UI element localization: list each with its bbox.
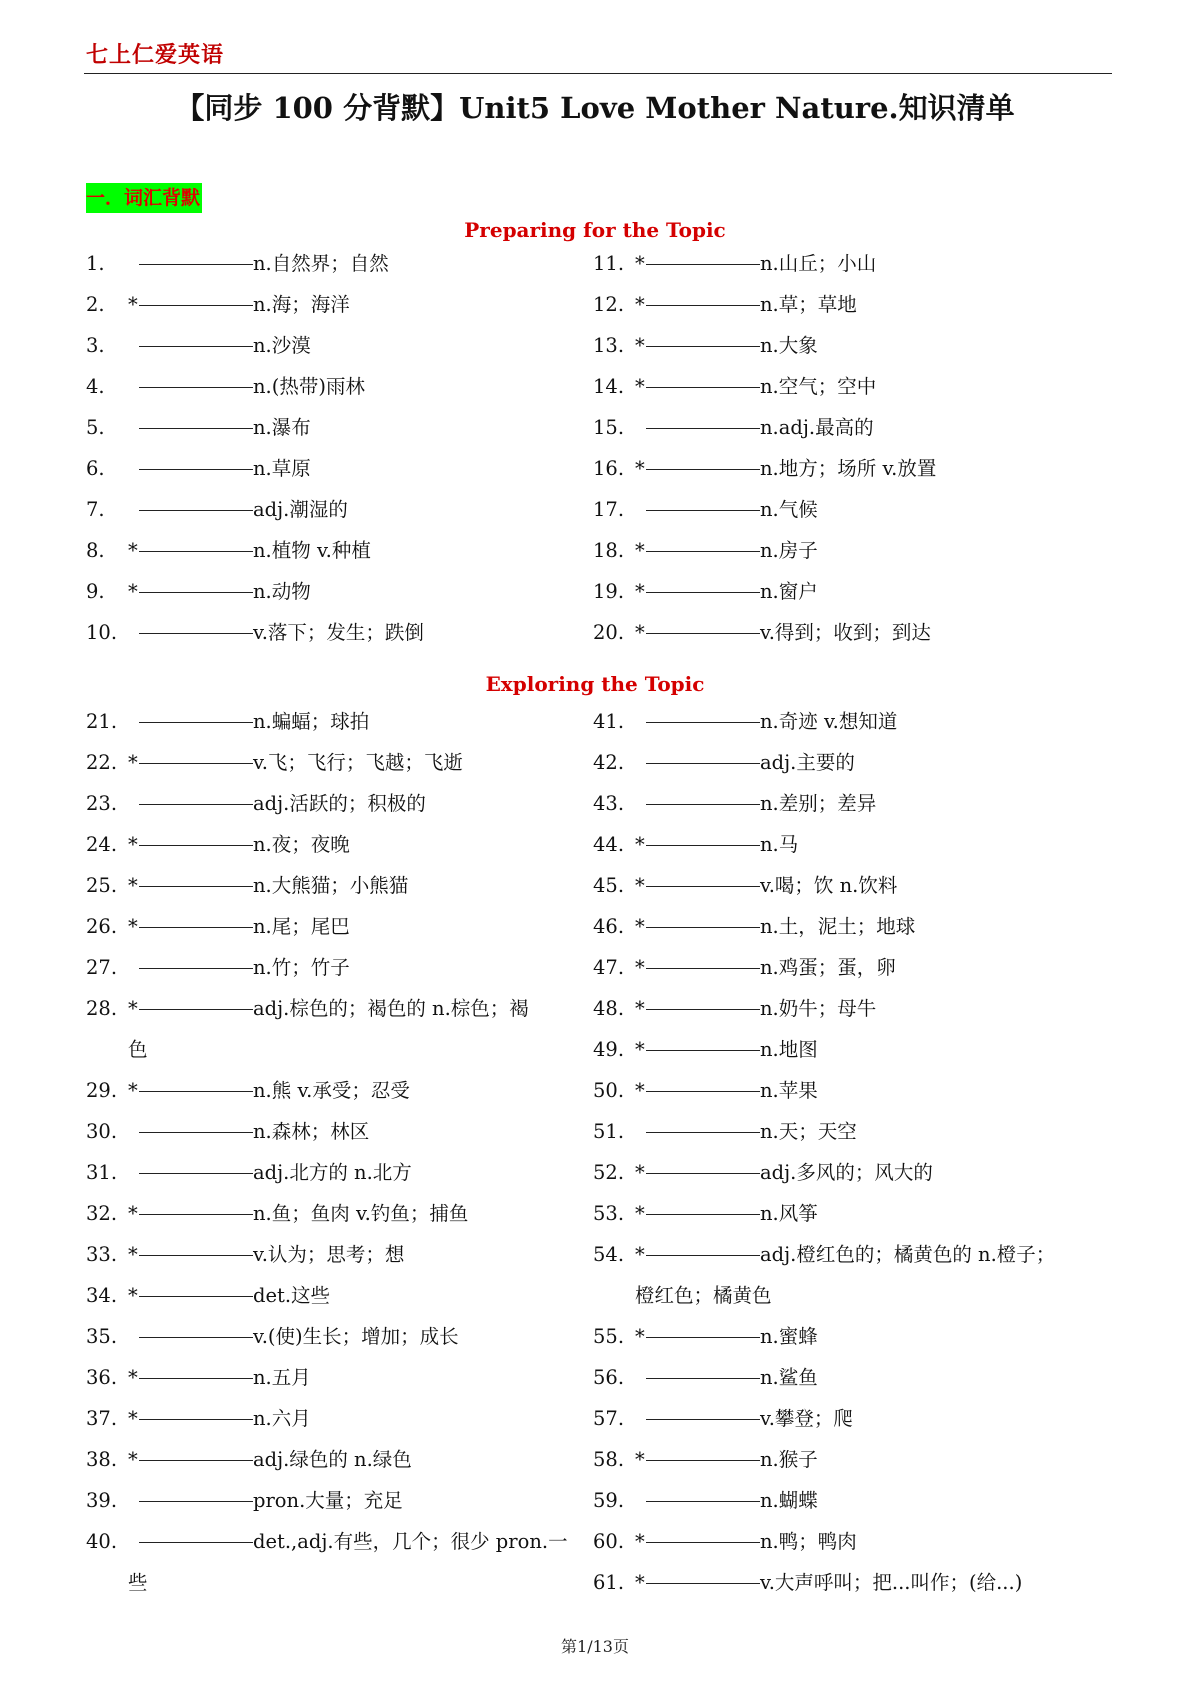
item-number: 35.	[86, 1325, 118, 1348]
item-meaning: n.空气；空中	[760, 375, 877, 398]
star-mark: *	[635, 997, 645, 1020]
item-meaning: n.奶牛；母牛	[760, 997, 877, 1020]
header-rule	[84, 73, 1112, 74]
item-meaning: n.天；天空	[760, 1120, 857, 1143]
answer-blank[interactable]	[646, 304, 760, 306]
answer-blank[interactable]	[139, 1090, 253, 1092]
star-mark: *	[128, 833, 138, 856]
vocab-item	[86, 1480, 568, 1521]
item-number: 18.	[593, 539, 625, 562]
answer-blank[interactable]	[646, 1049, 760, 1051]
star-mark: *	[635, 375, 645, 398]
star-mark: *	[635, 539, 645, 562]
star-mark: *	[128, 1366, 138, 1389]
vocab-item	[593, 865, 1055, 906]
answer-blank[interactable]	[646, 885, 760, 887]
item-meaning: n.地方；场所 v.放置	[760, 457, 937, 480]
vocab-item	[86, 947, 568, 988]
answer-blank[interactable]	[139, 885, 253, 887]
vocab-item	[593, 906, 1055, 947]
item-meaning: det.,adj.有些，几个；很少 pron.一	[253, 1530, 568, 1553]
answer-blank[interactable]	[139, 263, 253, 265]
item-meaning: n.马	[760, 833, 799, 856]
item-meaning: n.沙漠	[253, 334, 311, 357]
item-number: 3.	[86, 334, 105, 357]
item-meaning: adj.北方的 n.北方	[253, 1161, 412, 1184]
vocab-item	[86, 366, 424, 407]
vocab-item	[593, 1562, 1055, 1603]
star-mark: *	[635, 1571, 645, 1594]
item-meaning: n.大熊猫；小熊猫	[253, 874, 409, 897]
vocab-list-preparing-right	[593, 243, 936, 653]
answer-blank[interactable]	[139, 1418, 253, 1420]
item-meaning: n.(热带)雨林	[253, 375, 365, 398]
answer-blank[interactable]	[646, 1131, 760, 1133]
item-number: 26.	[86, 915, 118, 938]
vocab-item	[86, 448, 424, 489]
vocab-item	[86, 865, 568, 906]
vocab-item	[86, 407, 424, 448]
answer-blank[interactable]	[646, 1541, 760, 1543]
answer-blank[interactable]	[646, 1254, 760, 1256]
item-meaning: v.落下；发生；跌倒	[253, 621, 424, 644]
item-number: 32.	[86, 1202, 118, 1225]
item-meaning: n.蝙蝠；球拍	[253, 710, 370, 733]
star-mark: *	[635, 580, 645, 603]
item-meaning: n.熊 v.承受；忍受	[253, 1079, 410, 1102]
item-meaning: adj.棕色的；褐色的 n.棕色；褐	[253, 997, 529, 1020]
answer-blank[interactable]	[646, 509, 760, 511]
vocab-item	[593, 571, 936, 612]
star-mark: *	[635, 1325, 645, 1348]
vocab-item	[86, 325, 424, 366]
item-meaning: n.苹果	[760, 1079, 818, 1102]
item-meaning-continued: 橙红色；橘黄色	[635, 1284, 772, 1307]
item-number: 48.	[593, 997, 625, 1020]
star-mark: *	[635, 1038, 645, 1061]
star-mark: *	[635, 833, 645, 856]
item-number: 1.	[86, 252, 105, 275]
answer-blank[interactable]	[139, 1500, 253, 1502]
vocab-item	[86, 243, 424, 284]
vocab-item	[86, 1398, 568, 1439]
vocab-item	[86, 1521, 568, 1603]
item-number: 28.	[86, 997, 118, 1020]
item-number: 56.	[593, 1366, 625, 1389]
vocab-item	[593, 448, 936, 489]
vocab-item	[593, 284, 936, 325]
answer-blank[interactable]	[139, 345, 253, 347]
vocab-item	[593, 366, 936, 407]
item-meaning: n.六月	[253, 1407, 311, 1430]
item-number: 6.	[86, 457, 105, 480]
item-number: 44.	[593, 833, 625, 856]
answer-blank[interactable]	[646, 1336, 760, 1338]
item-number: 8.	[86, 539, 105, 562]
answer-blank[interactable]	[646, 591, 760, 593]
item-meaning: v.大声呼叫；把...叫作；(给...)	[760, 1571, 1023, 1594]
answer-blank[interactable]	[646, 926, 760, 928]
answer-blank[interactable]	[646, 1377, 760, 1379]
vocab-item	[593, 1029, 1055, 1070]
item-meaning: adj.活跃的；积极的	[253, 792, 426, 815]
star-mark: *	[128, 580, 138, 603]
item-meaning: n.植物 v.种植	[253, 539, 371, 562]
item-number: 12.	[593, 293, 625, 316]
vocab-item	[593, 1439, 1055, 1480]
item-number: 29.	[86, 1079, 118, 1102]
answer-blank[interactable]	[646, 967, 760, 969]
star-mark: *	[128, 751, 138, 774]
answer-blank[interactable]	[139, 1459, 253, 1461]
item-number: 2.	[86, 293, 105, 316]
vocab-item	[86, 742, 568, 783]
vocab-item	[593, 1234, 1055, 1316]
vocab-item	[593, 1398, 1055, 1439]
vocab-item	[86, 824, 568, 865]
item-meaning: n.蝴蝶	[760, 1489, 818, 1512]
item-meaning: n.蜜蜂	[760, 1325, 818, 1348]
vocab-item	[593, 1193, 1055, 1234]
item-number: 55.	[593, 1325, 625, 1348]
item-number: 40.	[86, 1530, 118, 1553]
item-meaning: v.喝；饮 n.饮料	[760, 874, 898, 897]
answer-blank[interactable]	[139, 304, 253, 306]
answer-blank[interactable]	[139, 427, 253, 429]
answer-blank[interactable]	[139, 386, 253, 388]
item-number: 57.	[593, 1407, 625, 1430]
item-number: 34.	[86, 1284, 118, 1307]
item-number: 43.	[593, 792, 625, 815]
item-number: 42.	[593, 751, 625, 774]
answer-blank[interactable]	[139, 1295, 253, 1297]
page-title: 【同步 100 分背默】Unit5 Love Mother Nature.知识清单	[175, 91, 1015, 125]
vocab-item	[593, 783, 1055, 824]
answer-blank[interactable]	[139, 926, 253, 928]
vocab-item	[86, 1234, 568, 1275]
section-label: 一．词汇背默	[86, 183, 202, 213]
item-number: 31.	[86, 1161, 118, 1184]
answer-blank[interactable]	[139, 844, 253, 846]
item-meaning: n.山丘；小山	[760, 252, 877, 275]
item-meaning: v.攀登；爬	[760, 1407, 853, 1430]
item-number: 60.	[593, 1530, 625, 1553]
item-meaning: adj.潮湿的	[253, 498, 348, 521]
item-number: 33.	[86, 1243, 118, 1266]
answer-blank[interactable]	[139, 1377, 253, 1379]
answer-blank[interactable]	[646, 1008, 760, 1010]
item-number: 45.	[593, 874, 625, 897]
answer-blank[interactable]	[139, 967, 253, 969]
header-brand: 七上仁爱英语	[86, 42, 225, 68]
item-number: 49.	[593, 1038, 625, 1061]
star-mark: *	[635, 457, 645, 480]
item-number: 50.	[593, 1079, 625, 1102]
star-mark: *	[128, 1202, 138, 1225]
subheading-exploring: Exploring the Topic	[485, 672, 705, 696]
answer-blank[interactable]	[139, 1213, 253, 1215]
vocab-item	[593, 1521, 1055, 1562]
item-number: 16.	[593, 457, 625, 480]
star-mark: *	[128, 293, 138, 316]
vocab-item	[86, 1193, 568, 1234]
vocab-item	[593, 701, 1055, 742]
item-meaning: n.猴子	[760, 1448, 818, 1471]
answer-blank[interactable]	[646, 762, 760, 764]
answer-blank[interactable]	[139, 762, 253, 764]
vocab-item	[86, 988, 568, 1070]
vocab-item	[86, 1152, 568, 1193]
answer-blank[interactable]	[646, 1500, 760, 1502]
item-number: 46.	[593, 915, 625, 938]
vocab-item	[86, 906, 568, 947]
item-number: 24.	[86, 833, 118, 856]
item-number: 39.	[86, 1489, 118, 1512]
answer-blank[interactable]	[646, 1418, 760, 1420]
star-mark: *	[635, 1202, 645, 1225]
item-meaning: n.草原	[253, 457, 311, 480]
vocab-item	[86, 489, 424, 530]
star-mark: *	[128, 1448, 138, 1471]
item-meaning: adj.橙红色的；橘黄色的 n.橙子；	[760, 1243, 1056, 1266]
item-number: 41.	[593, 710, 625, 733]
star-mark: *	[128, 1284, 138, 1307]
item-number: 53.	[593, 1202, 625, 1225]
vocab-item	[86, 284, 424, 325]
answer-blank[interactable]	[139, 721, 253, 723]
star-mark: *	[635, 1530, 645, 1553]
answer-blank[interactable]	[646, 632, 760, 634]
item-meaning: n.气候	[760, 498, 818, 521]
star-mark: *	[635, 1448, 645, 1471]
item-meaning: n.房子	[760, 539, 818, 562]
vocab-list-preparing-left	[86, 243, 424, 653]
vocab-item	[86, 571, 424, 612]
star-mark: *	[128, 1243, 138, 1266]
answer-blank[interactable]	[139, 509, 253, 511]
item-meaning: n.尾；尾巴	[253, 915, 350, 938]
star-mark: *	[635, 293, 645, 316]
item-meaning: n.动物	[253, 580, 311, 603]
vocab-item	[593, 1480, 1055, 1521]
vocab-item	[86, 1357, 568, 1398]
answer-blank[interactable]	[139, 1172, 253, 1174]
answer-blank[interactable]	[139, 632, 253, 634]
item-number: 4.	[86, 375, 105, 398]
item-meaning: pron.大量；充足	[253, 1489, 403, 1512]
answer-blank[interactable]	[139, 1131, 253, 1133]
item-number: 14.	[593, 375, 625, 398]
item-number: 37.	[86, 1407, 118, 1430]
item-meaning: v.飞；飞行；飞越；飞逝	[253, 751, 463, 774]
item-number: 22.	[86, 751, 118, 774]
answer-blank[interactable]	[139, 468, 253, 470]
answer-blank[interactable]	[646, 844, 760, 846]
vocab-item	[86, 783, 568, 824]
item-number: 17.	[593, 498, 625, 521]
star-mark: *	[635, 621, 645, 644]
star-mark: *	[635, 1243, 645, 1266]
item-number: 15.	[593, 416, 625, 439]
item-number: 20.	[593, 621, 625, 644]
star-mark: *	[128, 539, 138, 562]
answer-blank[interactable]	[646, 550, 760, 552]
star-mark: *	[128, 997, 138, 1020]
item-meaning: v.得到；收到；到达	[760, 621, 931, 644]
answer-blank[interactable]	[646, 345, 760, 347]
item-number: 5.	[86, 416, 105, 439]
vocab-item	[86, 530, 424, 571]
item-number: 51.	[593, 1120, 625, 1143]
answer-blank[interactable]	[646, 721, 760, 723]
answer-blank[interactable]	[646, 386, 760, 388]
vocab-item	[593, 1111, 1055, 1152]
answer-blank[interactable]	[646, 427, 760, 429]
star-mark: *	[635, 1161, 645, 1184]
vocab-item	[593, 1357, 1055, 1398]
item-number: 19.	[593, 580, 625, 603]
star-mark: *	[635, 956, 645, 979]
item-meaning: adj.绿色的 n.绿色	[253, 1448, 412, 1471]
vocab-item	[593, 947, 1055, 988]
item-number: 27.	[86, 956, 118, 979]
item-meaning: n.草；草地	[760, 293, 857, 316]
star-mark: *	[635, 1079, 645, 1102]
vocab-item	[593, 612, 936, 653]
answer-blank[interactable]	[646, 1213, 760, 1215]
item-number: 11.	[593, 252, 625, 275]
item-number: 9.	[86, 580, 105, 603]
item-meaning: n.土，泥土；地球	[760, 915, 916, 938]
item-meaning: adj.主要的	[760, 751, 855, 774]
answer-blank[interactable]	[646, 468, 760, 470]
item-number: 38.	[86, 1448, 118, 1471]
vocab-list-exploring-right	[593, 701, 1055, 1603]
vocab-item	[593, 988, 1055, 1029]
item-meaning: n.窗户	[760, 580, 818, 603]
item-meaning: n.地图	[760, 1038, 818, 1061]
item-meaning-continued: 色	[128, 1038, 148, 1061]
vocab-item	[593, 1070, 1055, 1111]
item-meaning: n.鸭；鸭肉	[760, 1530, 857, 1553]
item-number: 61.	[593, 1571, 625, 1594]
answer-blank[interactable]	[139, 1541, 253, 1543]
vocab-item	[86, 1316, 568, 1357]
item-number: 13.	[593, 334, 625, 357]
vocab-item	[86, 612, 424, 653]
vocab-item	[593, 325, 936, 366]
answer-blank[interactable]	[646, 1459, 760, 1461]
star-mark: *	[635, 874, 645, 897]
answer-blank[interactable]	[139, 1008, 253, 1010]
vocab-item	[593, 243, 936, 284]
item-number: 25.	[86, 874, 118, 897]
item-number: 7.	[86, 498, 105, 521]
item-meaning: v.(使)生长；增加；成长	[253, 1325, 459, 1348]
vocab-item	[593, 407, 936, 448]
vocab-item	[593, 824, 1055, 865]
item-meaning: n.adj.最高的	[760, 416, 874, 439]
answer-blank[interactable]	[646, 263, 760, 265]
item-meaning: n.鸡蛋；蛋，卵	[760, 956, 896, 979]
item-number: 10.	[86, 621, 118, 644]
star-mark: *	[128, 1407, 138, 1430]
item-meaning: n.风筝	[760, 1202, 818, 1225]
item-number: 21.	[86, 710, 118, 733]
item-number: 36.	[86, 1366, 118, 1389]
vocab-item	[86, 1111, 568, 1152]
vocab-item	[593, 530, 936, 571]
star-mark: *	[635, 915, 645, 938]
item-meaning: n.奇迹 v.想知道	[760, 710, 898, 733]
item-meaning-continued: 些	[128, 1571, 148, 1594]
star-mark: *	[128, 1079, 138, 1102]
answer-blank[interactable]	[646, 1172, 760, 1174]
item-meaning: v.认为；思考；想	[253, 1243, 405, 1266]
answer-blank[interactable]	[139, 591, 253, 593]
answer-blank[interactable]	[139, 550, 253, 552]
item-meaning: adj.多风的；风大的	[760, 1161, 933, 1184]
star-mark: *	[635, 334, 645, 357]
item-number: 59.	[593, 1489, 625, 1512]
item-number: 58.	[593, 1448, 625, 1471]
answer-blank[interactable]	[139, 1336, 253, 1338]
vocab-item	[593, 1316, 1055, 1357]
item-meaning: n.鱼；鱼肉 v.钓鱼；捕鱼	[253, 1202, 469, 1225]
answer-blank[interactable]	[646, 1090, 760, 1092]
item-number: 52.	[593, 1161, 625, 1184]
item-meaning: n.竹；竹子	[253, 956, 350, 979]
vocab-item	[86, 1275, 568, 1316]
item-number: 54.	[593, 1243, 625, 1266]
item-meaning: n.五月	[253, 1366, 311, 1389]
vocab-item	[86, 1439, 568, 1480]
item-meaning: n.大象	[760, 334, 818, 357]
page-footer: 第1/13页	[561, 1637, 629, 1656]
answer-blank[interactable]	[139, 803, 253, 805]
star-mark: *	[635, 252, 645, 275]
item-number: 47.	[593, 956, 625, 979]
vocab-item	[593, 1152, 1055, 1193]
item-number: 23.	[86, 792, 118, 815]
item-number: 30.	[86, 1120, 118, 1143]
star-mark: *	[128, 874, 138, 897]
vocab-item	[593, 742, 1055, 783]
item-meaning: n.海；海洋	[253, 293, 350, 316]
vocab-item	[86, 1070, 568, 1111]
answer-blank[interactable]	[646, 803, 760, 805]
item-meaning: n.自然界；自然	[253, 252, 389, 275]
subheading-preparing: Preparing for the Topic	[464, 218, 726, 242]
item-meaning: n.夜；夜晚	[253, 833, 350, 856]
item-meaning: n.瀑布	[253, 416, 311, 439]
item-meaning: n.鲨鱼	[760, 1366, 818, 1389]
item-meaning: det.这些	[253, 1284, 331, 1307]
answer-blank[interactable]	[139, 1254, 253, 1256]
vocab-list-exploring-left	[86, 701, 568, 1603]
vocab-item	[86, 701, 568, 742]
star-mark: *	[128, 915, 138, 938]
item-meaning: n.森林；林区	[253, 1120, 370, 1143]
vocab-item	[593, 489, 936, 530]
item-meaning: n.差别；差异	[760, 792, 877, 815]
answer-blank[interactable]	[646, 1582, 760, 1584]
